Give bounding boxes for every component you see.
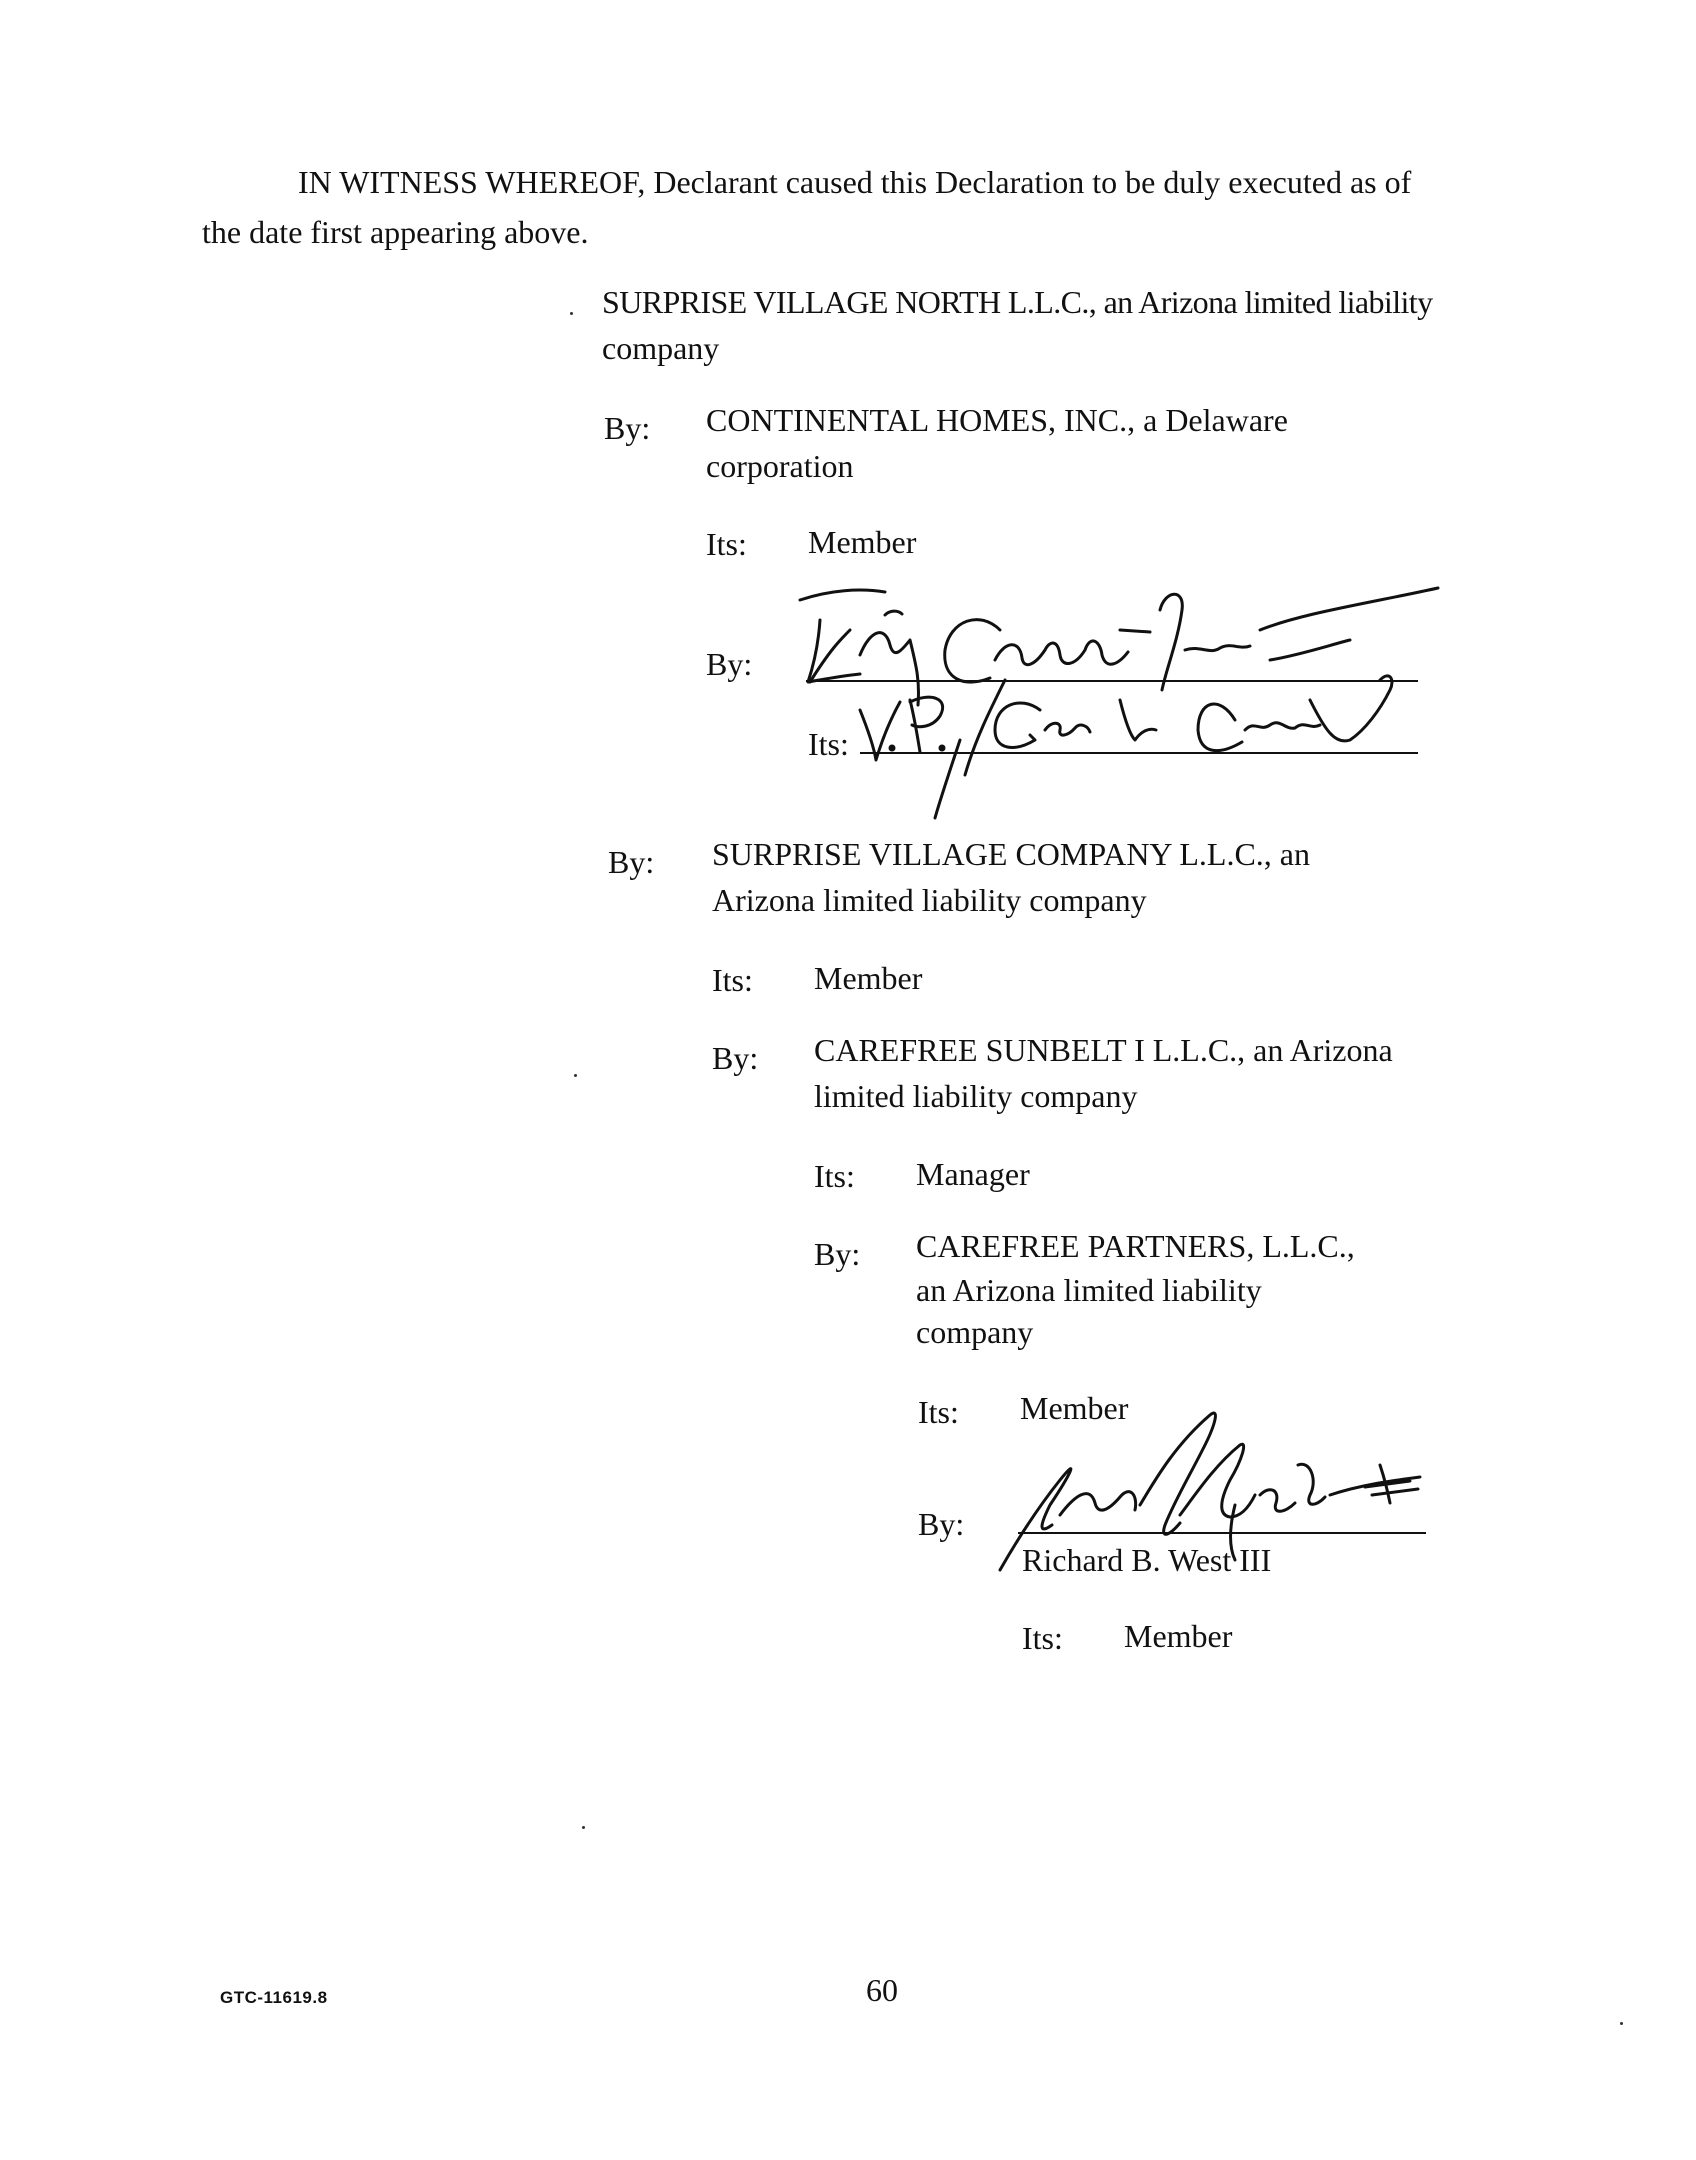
block1-its-value: Member <box>808 524 917 560</box>
page-number: 60 <box>866 1972 898 2008</box>
block4-entity-line-3: company <box>916 1314 1034 1350</box>
block1-entity-line-1: CONTINENTAL HOMES, INC., a Delaware <box>706 402 1288 438</box>
block2-by-label: By: <box>608 844 655 880</box>
block3-entity-line-2: limited liability company <box>814 1078 1138 1114</box>
handwritten-signature-1 <box>790 570 1450 820</box>
entity-main-line-1: SURPRISE VILLAGE NORTH L.L.C., an Arizona limited liability <box>602 284 1433 320</box>
handwritten-signature-2 <box>980 1385 1440 1575</box>
block3-entity-line-1: CAREFREE SUNBELT I L.L.C., an Arizona <box>814 1032 1393 1068</box>
block2-entity-line-1: SURPRISE VILLAGE COMPANY L.L.C., an <box>712 836 1310 872</box>
block2-its-value: Member <box>814 960 923 996</box>
block1-sig-by-label: By: <box>706 646 753 682</box>
block1-its-label: Its: <box>706 526 747 562</box>
scan-speck <box>574 1074 577 1077</box>
block1-by-label: By: <box>604 410 651 446</box>
scan-speck <box>570 312 573 315</box>
witness-line-2: the date first appearing above. <box>202 214 589 250</box>
entity-main-line-2: company <box>602 330 720 366</box>
block1-sig-its-label: Its: <box>808 726 849 762</box>
block2-its-label: Its: <box>712 962 753 998</box>
signer-its-value: Member <box>1124 1618 1233 1654</box>
block4-its-value: Member <box>1020 1390 1129 1426</box>
block4-sig-by-label: By: <box>918 1506 965 1542</box>
scan-speck <box>1620 2022 1623 2025</box>
block1-entity-line-2: corporation <box>706 448 854 484</box>
block3-its-value: Manager <box>916 1156 1030 1192</box>
block4-by-label: By: <box>814 1236 861 1272</box>
signer-name: Richard B. West III <box>1022 1542 1272 1578</box>
block3-by-label: By: <box>712 1040 759 1076</box>
scan-speck <box>582 1826 585 1829</box>
signer-its-label: Its: <box>1022 1620 1063 1656</box>
witness-line-1: IN WITNESS WHEREOF, Declarant caused this Declaration to be duly executed as of <box>298 164 1412 200</box>
block4-its-label: Its: <box>918 1394 959 1430</box>
block3-its-label: Its: <box>814 1158 855 1194</box>
document-code: GTC-11619.8 <box>220 1988 328 2007</box>
block2-entity-line-2: Arizona limited liability company <box>712 882 1147 918</box>
block4-entity-line-2: an Arizona limited liability <box>916 1272 1262 1308</box>
block4-entity-line-1: CAREFREE PARTNERS, L.L.C., <box>916 1228 1355 1264</box>
